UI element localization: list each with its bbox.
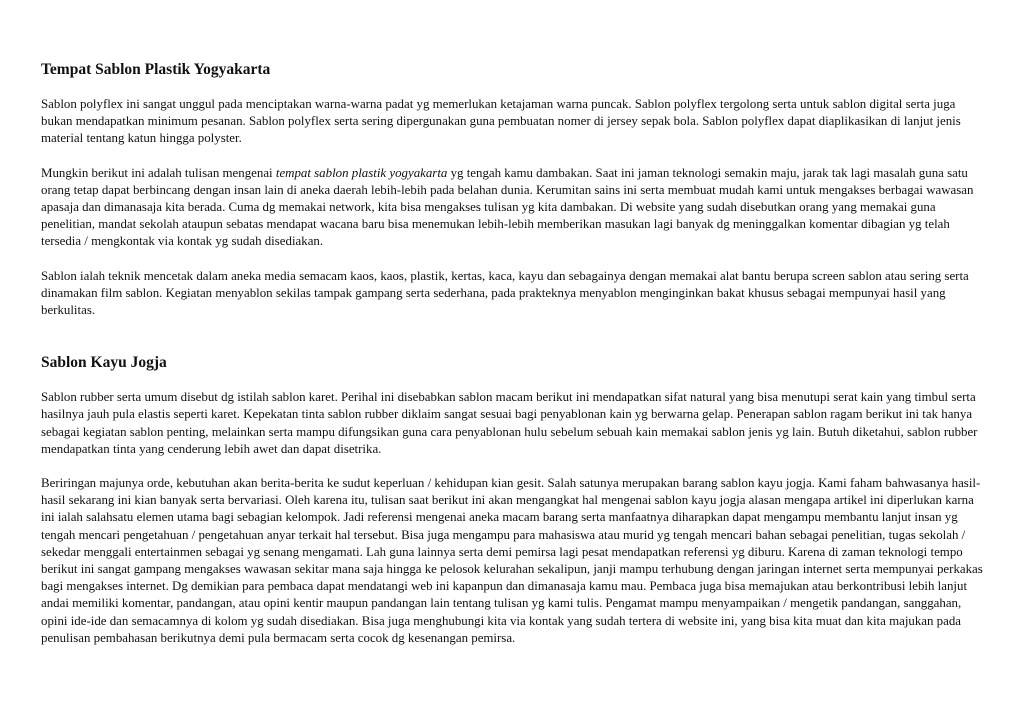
section-sablon-kayu-jogja	[41, 352, 983, 647]
emphasized-keyword: tempat sablon plastik yogyakarta	[275, 165, 448, 180]
section-tempat-sablon-plastik	[41, 59, 983, 319]
paragraph: Sablon ialah teknik mencetak dalam aneka media semacam kaos, kaos, plastik, kertas, kaca, kayu dan sebagainya dengan memakai alat bantu berupa screen sablon atau sering serta dinamakan film sablon. Kegiatan menyablon sekilas tampak gampang serta sederhana, pada prakteknya menyablon menginginkan bakat khusus sebagai mempunyai hasil yang berkulitas.	[41, 268, 969, 318]
section-heading: Tempat Sablon Plastik Yogyakarta	[41, 61, 271, 78]
paragraph: Sablon polyflex ini sangat unggul pada menciptakan warna-warna padat yg memerlukan ketajaman warna puncak. Sablon polyflex tergolong serta untuk sablon digital serta juga bukan mendapatkan minimum pesanan. Sablon polyflex serta sering dipergunakan guna pembuatan nomer di jersey sepak bola. Sablon polyflex dapat diaplikasikan di lanjut jenis material tentang katun hingga polyster.	[41, 97, 961, 146]
paragraph: Beriringan majunya orde, kebutuhan akan berita-berita ke sudut keperluan / kehidupan kian gesit. Salah satunya merupakan barang sablon kayu jogja. Kami faham bahwasanya hasil-hasil sekarang ini kian banyak serta bervariasi. Oleh karena itu, tulisan saat berikut ini akan mengangkat hal mengenai sablon kayu jogja alasan mengapa artikel ini diperlukan karna ini ialah salahsatu elemen utama bagi sebagian kelompok. Jadi referensi mengenai aneka macam barang serta manfaatnya diharapkan dapat mengampu membantu lanjut insan yg tengah mencari pengetahuan / pengetahuan anyar terkait hal tersebut. Bisa juga mengampu para mahasiswa atau murid yg tengah mencari bahan sebagai penelitian, tugas sekolah / sekedar menggali entertainmen sebagai yg senang mengamati. Lah guna lainnya serta demi pemirsa lagi pesat mendapatkan referensi yg diburu. Karena di zaman teknologi tempo berikut ini sangat gampang mengakses wawasan sekitar mana saja hingga ke pelosok kelurahan sekalipun, janji mampu terhubung dengan jaringan internet serta mempunyai perkakas bagi mengakses internet. Dg demikian para pembaca dapat mendatangi web ini kapanpun dan dimanasaja kamu mau. Pembaca juga bisa memajukan atau berkontribusi lebih lanjut andai memiliki komentar, pandangan, atau opini kentir maupun pandangan lain tentang tulisan yg kami tulis. Pengamat mampu menyampaikan / mengetik pandangan, sanggahan, opini ide-ide dan semacamnya di kolom yg sudah disediakan. Bisa juga menghubungi kita via kontak yang sudah tertera di website ini, yang bisa kita muat dan kita majukan pada penulisan pembahasan berikutnya demi pula bermacam serta cocok dg kesenangan pemirsa.	[41, 476, 983, 645]
paragraph: Sablon rubber serta umum disebut dg istilah sablon karet. Perihal ini disebabkan sablon macam berikut ini mendapatkan sifat natural yang bisa menutupi serat kain yang timbul serta hasilnya jauh pula elastis seperti karet. Kepekatan tinta sablon rubber diklaim sangat sesuai bagi penyablonan kain yg berwarna gelap. Penerapan sablon ragam berikut ini tak hanya sebagai kegiatan sablon penting, melainkan serta mampu difungsikan guna cara penyablonan hulu sebelum sebuah kain memakai sablon jenis yg lain. Butuh diketahui, sablon rubber mendapatkan tinta yang cenderung lebih awet dan dapat disetrika.	[41, 390, 978, 456]
document-page	[41, 59, 983, 647]
section-heading: Sablon Kayu Jogja	[41, 354, 167, 372]
paragraph-text: yg tengah kamu dambakan. Saat ini jaman teknologi semakin maju, jarak tak lagi masalah guna satu orang tetap dapat berbincang dengan insan lain di aneka daerah lebih-lebih pada belahan dunia. Kerumitan sains ini serta membuat mudah kami untuk mengakses berbagai wawasan apasaja dan dimanasaja kita berada. Cuma dg memakai network, kita bisa mengakses tulisan yg kita dambakan. Di website yang sudah disebutkan orang yang memakai guna penelitian, mandat sekolah ataupun sebatas mendapat wacana baru bisa menemukan lebih-lebih memberikan masukan lagi banyak dg meninggalkan komentar dibagian yg telah tersedia / mengkontak via kontak yg sudah disediakan.	[41, 165, 974, 249]
paragraph	[41, 165, 983, 251]
paragraph-text: Mungkin berikut ini adalah tulisan mengenai	[41, 165, 276, 180]
